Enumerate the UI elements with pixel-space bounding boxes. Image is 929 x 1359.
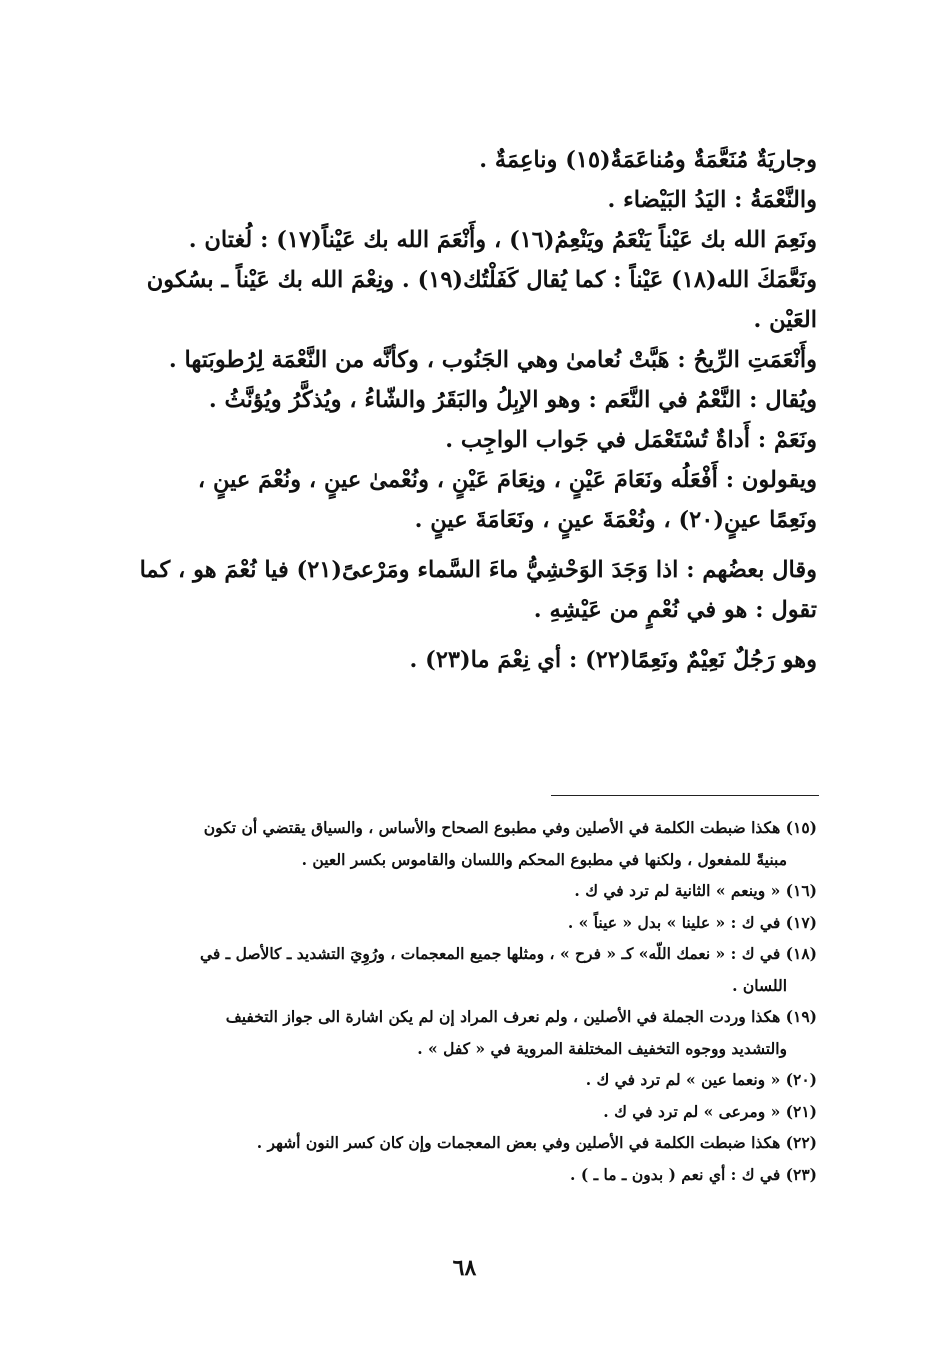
- footnote-separator: [551, 795, 819, 796]
- main-line-5: العَيْن .: [753, 307, 817, 333]
- main-line-8: ونَعَمْ : أَداةٌ تُسْتَعْمَل في جَواب الواجِب .: [445, 427, 817, 453]
- main-line-1: وجاريَةٌ مُنَعَّمَةٌ ومُناعَمَةٌ(١٥) وناعِمَةٌ .: [479, 147, 817, 173]
- main-line-9: ويقولون : أَفْعَلُه ونَعَامَ عَيْنٍ ، ونِعَامَ عَيْنٍ ، ونُعْمىٰ عينٍ ، ونُعْمَ عينٍ ،: [197, 467, 817, 493]
- footnote-18-cont: اللسان .: [732, 975, 787, 995]
- footnote-17: (١٧) في ك : « علينا » بدل « عيناً » .: [567, 912, 817, 932]
- footnote-20: (٢٠) « ونعما عين » لم ترد في ك .: [585, 1070, 817, 1089]
- main-line-13: وهو رَجُلٌ نَعِيْمٌ ونَعِمًا(٢٢) : أي نِعْمَ ما(٢٣) .: [409, 647, 817, 673]
- footnote-19: (١٩) هكذا وردت الجملة في الأصلين ، ولم نعرف المراد إن لم يكن اشارة الى جواز التخفيف: [225, 1007, 817, 1026]
- main-line-6: وأَنْعَمَتِ الرِّيحُ : هَبَّتْ نُعامىٰ وهي الجَنُوب ، وكأنَّه من النَّعْمَة لِرُطوبَتها .: [168, 347, 817, 373]
- main-text: [92, 140, 817, 680]
- main-line-7: ويُقال : النَّعْمُ في النَّعَم : وهو الإبِلُ والبَقَرُ والشّاءُ ، ويُذكَّرُ ويُؤنَّثُ .: [208, 387, 817, 413]
- main-line-2: والنَّعْمَةُ : اليَدُ البَيْضاء .: [607, 187, 817, 213]
- footnote-15-cont: مبنيةً للمفعول ، ولكنها في مطبوع المحكم واللسان والقاموس بكسر العين .: [301, 849, 787, 869]
- main-line-12: تقول : هو في نُعْمٍ من عَيْشِهِ .: [533, 597, 817, 623]
- footnotes: [92, 812, 817, 1190]
- main-line-10: ونَعِمًا عينٍ(٢٠) ، ونُعْمَةَ عينٍ ، ونَعَامَةَ عينٍ .: [414, 507, 817, 533]
- footnote-15: (١٥) هكذا ضبطت الكلمة في الأصلين وفي مطبوع الصحاح والأساس ، والسياق يقتضي أن تكون: [203, 818, 817, 837]
- footnote-19-cont: والتشديد ووجوه التخفيف المختلفة المروية في « كفل » .: [417, 1038, 787, 1058]
- footnote-22: (٢٢) هكذا ضبطت الكلمة في الأصلين وفي بعض المعجمات وإن كان كسر النون أشهر .: [256, 1133, 817, 1152]
- footnote-21: (٢١) « ومرعى » لم ترد في ك .: [603, 1101, 817, 1121]
- footnote-16: (١٦) « وينعم » الثانية لم ترد في ك .: [574, 881, 817, 900]
- main-line-11: وقال بعضُهم : اذا وَجَدَ الوَحْشِيُّ ماءَ السَّماء ومَرْعىً(٢١) فيا نُعْمَ هو ، كما: [139, 557, 817, 583]
- footnote-23: (٢٣) في ك : أي نعم ( بدون ـ ما ـ ) .: [570, 1164, 817, 1184]
- footnote-18: (١٨) في ك : « نعمك اللّه» كـ « فرح » ، ومثلها جميع المعجمات ، ورُوِيَ التشديد ـ كالأصل ـ في: [199, 944, 817, 963]
- main-line-3: ونَعِمَ الله بك عَيْناً يَنْعَمُ ويَنْعِمُ(١٦) ، وأَنْعَمَ الله بك عَيْناً(١٧) : لُغتان .: [188, 227, 817, 253]
- main-line-4: ونَعَّمَكَ الله(١٨) عَيْناً : كما يُقال كَفَلْتُك(١٩) . ونِعْمَ الله بك عَيْناً ـ بسُكون: [146, 267, 817, 293]
- page-number: ٦٨: [452, 1255, 477, 1281]
